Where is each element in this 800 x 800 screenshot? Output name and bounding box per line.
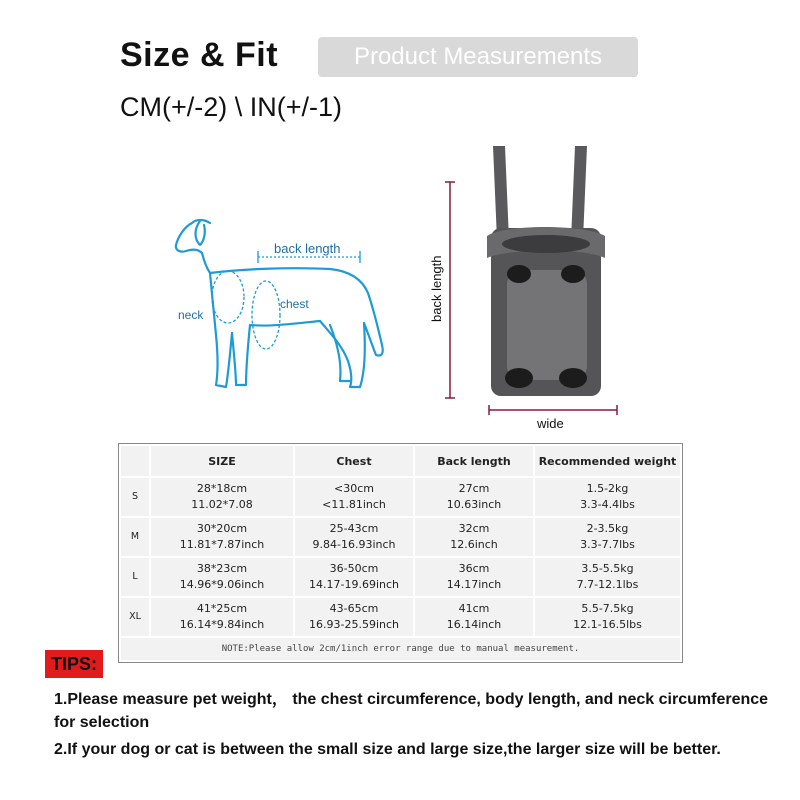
back-in: 10.63inch xyxy=(446,498,502,511)
table-row xyxy=(120,477,681,517)
wide-arrow xyxy=(489,405,617,415)
rear-leg-hole xyxy=(505,368,533,388)
table-note-row xyxy=(120,637,681,661)
back-in: 16.14inch xyxy=(446,618,502,631)
dims-in: 11.02*7.08 xyxy=(191,498,253,511)
size-cell: XL xyxy=(120,597,150,637)
chest-label: chest xyxy=(280,297,309,311)
back-cm: 36cm xyxy=(458,562,490,575)
carrier-back-length-label: back length xyxy=(429,255,444,322)
back-cell xyxy=(414,517,534,557)
dims-cell xyxy=(150,477,294,517)
units-label: CM(+/-2) \ IN(+/-1) xyxy=(120,92,343,122)
back-cm: 41cm xyxy=(458,602,490,615)
tip-1: 1.Please measure pet weight， the chest circumference, body length, and neck circumference xyxy=(54,691,769,708)
table-header: SIZE xyxy=(150,445,294,477)
weight-kg: 5.5-7.5kg xyxy=(581,602,634,615)
weight-lbs: 12.1-16.5lbs xyxy=(573,618,642,631)
table-row xyxy=(120,517,681,557)
size-cell: L xyxy=(120,557,150,597)
tips-badge: TIPS: xyxy=(45,650,103,678)
table-header: Back length xyxy=(414,445,534,477)
dims-in: 14.96*9.06inch xyxy=(179,578,265,591)
chest-in: 9.84-16.93inch xyxy=(312,538,396,551)
weight-cell xyxy=(534,517,681,557)
dog-measurement-diagram xyxy=(170,205,390,405)
back-in: 14.17inch xyxy=(446,578,502,591)
rear-leg-hole xyxy=(559,368,587,388)
table-header: Recommended weight xyxy=(534,445,681,477)
table-row xyxy=(120,557,681,597)
weight-kg: 3.5-5.5kg xyxy=(581,562,634,575)
dims-cm: 41*25cm xyxy=(196,602,248,615)
neck-label: neck xyxy=(178,308,204,322)
chest-in: 14.17-19.69inch xyxy=(309,578,399,591)
back-in: 12.6inch xyxy=(450,538,498,551)
table-note: NOTE:Please allow 2cm/1inch error range due to manual measurement. xyxy=(120,637,681,661)
page-title: Size & Fit xyxy=(120,36,279,74)
product-measurements-badge: Product Measurements xyxy=(318,37,638,77)
weight-kg: 1.5-2kg xyxy=(586,482,629,495)
weight-kg: 2-3.5kg xyxy=(586,522,629,535)
right-strap xyxy=(571,146,587,240)
dims-cell xyxy=(150,557,294,597)
dims-cm: 38*23cm xyxy=(196,562,248,575)
back-cm: 27cm xyxy=(458,482,490,495)
dims-cm: 28*18cm xyxy=(196,482,248,495)
back-cm: 32cm xyxy=(458,522,490,535)
chest-cell xyxy=(294,477,414,517)
weight-lbs: 3.3-4.4lbs xyxy=(580,498,635,511)
chest-cell xyxy=(294,517,414,557)
front-leg-hole xyxy=(507,265,531,283)
dims-in: 11.81*7.87inch xyxy=(179,538,265,551)
pet-carrier-diagram xyxy=(425,140,650,440)
back-cell xyxy=(414,597,534,637)
chest-cm: 36-50cm xyxy=(329,562,379,575)
size-cell: M xyxy=(120,517,150,557)
tip-1-continued: for selection xyxy=(54,714,150,731)
left-strap xyxy=(493,146,509,240)
dims-cell xyxy=(150,517,294,557)
chest-cm: 25-43cm xyxy=(329,522,379,535)
chest-in: <11.81inch xyxy=(322,498,386,511)
table-header: Chest xyxy=(294,445,414,477)
weight-cell xyxy=(534,477,681,517)
weight-cell xyxy=(534,557,681,597)
table-header xyxy=(120,445,150,477)
wide-label: wide xyxy=(537,416,564,431)
front-leg-hole xyxy=(561,265,585,283)
back-length-label: back length xyxy=(274,241,341,256)
table-header-row xyxy=(120,445,681,477)
dims-cm: 30*20cm xyxy=(196,522,248,535)
dims-in: 16.14*9.84inch xyxy=(179,618,265,631)
chest-cm: 43-65cm xyxy=(329,602,379,615)
back-cell xyxy=(414,477,534,517)
table-row xyxy=(120,597,681,637)
chest-cell xyxy=(294,597,414,637)
tip-2: 2.If your dog or cat is between the small size and large size,the larger size will be better. xyxy=(54,741,721,758)
size-cell: S xyxy=(120,477,150,517)
weight-cell xyxy=(534,597,681,637)
weight-lbs: 3.3-7.7lbs xyxy=(580,538,635,551)
chest-cell xyxy=(294,557,414,597)
dims-cell xyxy=(150,597,294,637)
weight-lbs: 7.7-12.1lbs xyxy=(576,578,639,591)
back-length-arrow xyxy=(445,182,455,398)
size-table xyxy=(119,444,682,662)
chest-in: 16.93-25.59inch xyxy=(309,618,399,631)
chest-cm: <30cm xyxy=(334,482,374,495)
back-cell xyxy=(414,557,534,597)
